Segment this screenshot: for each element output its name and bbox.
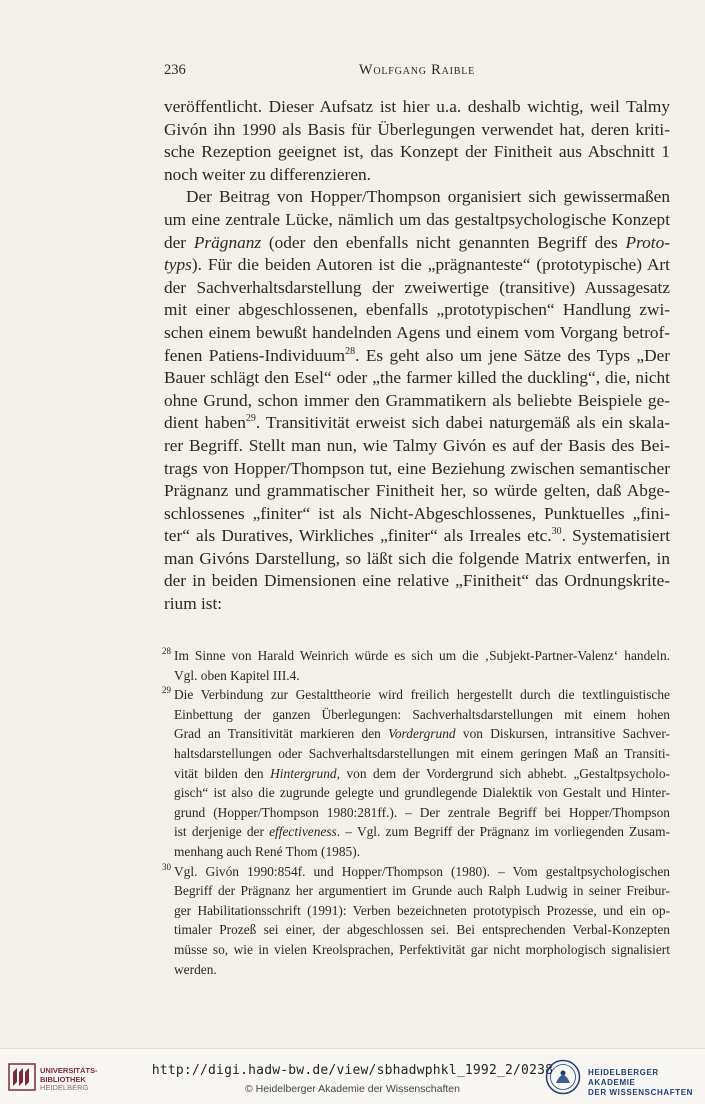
university-library-name: UNIVERSITÄTS- BIBLIOTHEK HEIDELBERG xyxy=(40,1066,98,1092)
main-text xyxy=(164,96,670,616)
text-line: Vgl. Givón 1990:854f. und Hopper/Thompson (1980). – Vom gestaltpsychologischen xyxy=(174,863,670,879)
text-line: typs). Für die beiden Autoren ist die „prägnanteste“ (prototypische) Art xyxy=(164,255,670,275)
text-line: Einbettung der ganzen Überlegungen: Sachverhaltsdarstellungen mit einem hohen xyxy=(174,706,670,722)
text-line: Givón ihn 1990 als Basis für Überlegungen verwendet hat, deren kriti- xyxy=(164,119,670,139)
text-line: ger Habilitationsschrift (1991): Verben bezeichneten prototypisch Prozesse, und ein op- xyxy=(174,902,670,918)
footnote-number: 30 xyxy=(162,861,171,872)
footnote-number: 28 xyxy=(162,646,171,656)
text-line: ohne Grund, schon immer den Grammatikern als beliebte Beispiele ge- xyxy=(164,390,670,410)
text-line: timaler Prozeß sei einer, der abgeschlossen sei. Bei entsprechenden Verbal-Konzepten xyxy=(174,922,670,938)
text-line: Die Verbindung zur Gestalttheorie wird freilich hergestellt durch die textlinguistische xyxy=(174,687,670,703)
text-line: Der Beitrag von Hopper/Thompson organisiert sich gewissermaßen xyxy=(186,187,670,207)
digitization-footer xyxy=(0,1048,705,1104)
text-line: schlossenes „finiter“ ist als Nicht-Abgeschlossenes, Punktuelles „fini- xyxy=(164,503,670,523)
text-line: schen einem bewußt handelnden Agens und einem vom Vorgang betrof- xyxy=(164,322,670,342)
footnote-29 xyxy=(164,685,670,861)
text-line: trags von Hopper/Thompson tut, eine Beziehung zwischen semantischer xyxy=(164,458,670,478)
text-line: sche Rezeption geeignet ist, das Konzept der Finitheit aus Abschnitt 1 xyxy=(164,142,670,162)
emphasis: Hintergrund, xyxy=(270,765,340,781)
text-line: Vgl. oben Kapitel III.4. xyxy=(174,667,300,683)
text-line: noch weiter zu differenzieren. xyxy=(164,164,371,184)
emphasis: typs xyxy=(164,255,192,275)
footnote-ref-29[interactable]: 29 xyxy=(245,413,256,425)
emphasis: Vordergrund xyxy=(388,726,456,742)
text-line: mit einer abgeschlossenen, ebenfalls „prototypischen“ Handlung zwi- xyxy=(164,300,670,320)
running-header xyxy=(164,62,670,84)
footnote-number: 29 xyxy=(162,685,171,696)
emphasis: effectiveness xyxy=(269,824,337,840)
footnote-ref-30[interactable]: 30 xyxy=(551,526,562,538)
academy-seal-icon xyxy=(545,1059,581,1095)
emphasis: Prägnanz xyxy=(193,232,262,252)
text-line: menhang auch René Thom (1985). xyxy=(174,843,361,859)
text-line: Bauer schlägt den Esel“ oder „the farmer killed the duckling“, die, nicht xyxy=(164,368,670,388)
text-line: Grad an Transitivität markieren den Vordergrund von Diskursen, intransitive Sachver- xyxy=(174,726,670,742)
text-line: gisch“ ist also die zugrunde gelegte und grundlegende Dialektik von Gestalt und Hinter- xyxy=(174,785,670,801)
text-line: dient haben$^{29}$. Transitivität erweist sich dabei naturgemäß als ein skala- xyxy=(164,413,671,433)
text-line: rer Begriff. Stellt man nun, wie Talmy Givón es auf der Basis des Bei- xyxy=(164,435,670,455)
text-line: werden. xyxy=(174,961,217,977)
permalink-url[interactable]: http://digi.hadw-bw.de/view/sbhadwphkl_1992_2/0238 xyxy=(151,1063,554,1078)
paragraph-1 xyxy=(164,96,670,186)
academy-name: HEIDELBERGER AKADEMIE DER WISSENSCHAFTEN xyxy=(588,1068,694,1097)
text-line: Prägnanz und grammatischer Finitheit her, so würde gelten, daß Abge- xyxy=(164,481,670,501)
footnote-ref-28[interactable]: 28 xyxy=(345,345,356,357)
page-number: 236 xyxy=(164,62,186,78)
text-line: der Sachverhaltsdarstellung der zweiwertige (transitive) Aussagesatz xyxy=(164,277,670,297)
text-line: fenen Patiens-Individuum$^{28}$. Es geht also um jene Sätze des Typs „Der xyxy=(164,345,670,365)
footnotes xyxy=(164,646,670,979)
text-line: man Givóns Darstellung, so läßt sich die folgende Matrix entwerfen, in xyxy=(164,548,670,568)
text-line: grund (Hopper/Thompson 1980:281ff.). – Der zentrale Begriff bei Hopper/Thompson xyxy=(174,804,670,820)
running-head-author: Wolfgang Raible xyxy=(358,62,476,78)
text-line: rium ist: xyxy=(164,594,223,614)
text-line: ist derjenige der effectiveness. – Vgl. zum Begriff der Prägnanz im vorliegenden Zusam- xyxy=(174,824,670,840)
text-line: um eine zentrale Lücke, nämlich um das gestaltpsychologische Konzept xyxy=(164,209,670,229)
text-line: Im Sinne von Harald Weinrich würde es sich um die ‚Subjekt-Partner-Valenz‘ handeln. xyxy=(174,648,670,663)
paragraph-2 xyxy=(164,186,670,615)
text-line: der Prägnanz (oder den ebenfalls nicht genannten Begriff des Proto- xyxy=(164,232,670,252)
text-line: veröffentlicht. Dieser Aufsatz ist hier u.a. deshalb wichtig, weil Talmy xyxy=(164,97,670,116)
copyright-notice: © Heidelberger Akademie der Wissenschaften xyxy=(245,1083,460,1095)
text-line: der in beiden Dimensionen eine relative „Finitheit“ das Ordnungskrite- xyxy=(164,571,670,591)
text-line: ter“ als Duratives, Wirkliches „finiter“ als Irreales etc.$^{30}$. Systematisiert xyxy=(164,526,670,546)
text-line: haltsdarstellungen oder Sachverhaltsdarstellungen mit einem geringen Maß an Transiti- xyxy=(174,745,670,761)
emphasis: Proto- xyxy=(625,232,670,252)
text-line: vität bilden den Hintergrund, von dem der Vordergrund sich abhebt. „Gestaltpsycholo- xyxy=(174,765,670,781)
text-line: Begriff der Prägnanz her argumentiert im Grunde auch Ralph Ludwig in seiner Freibur- xyxy=(174,883,670,899)
footnote-30 xyxy=(164,862,670,980)
footnote-28 xyxy=(164,646,670,685)
text-line: müsse so, wie in vielen Kreolsprachen, Perfektivität gar nicht morphologisch signalisiert xyxy=(174,941,670,957)
